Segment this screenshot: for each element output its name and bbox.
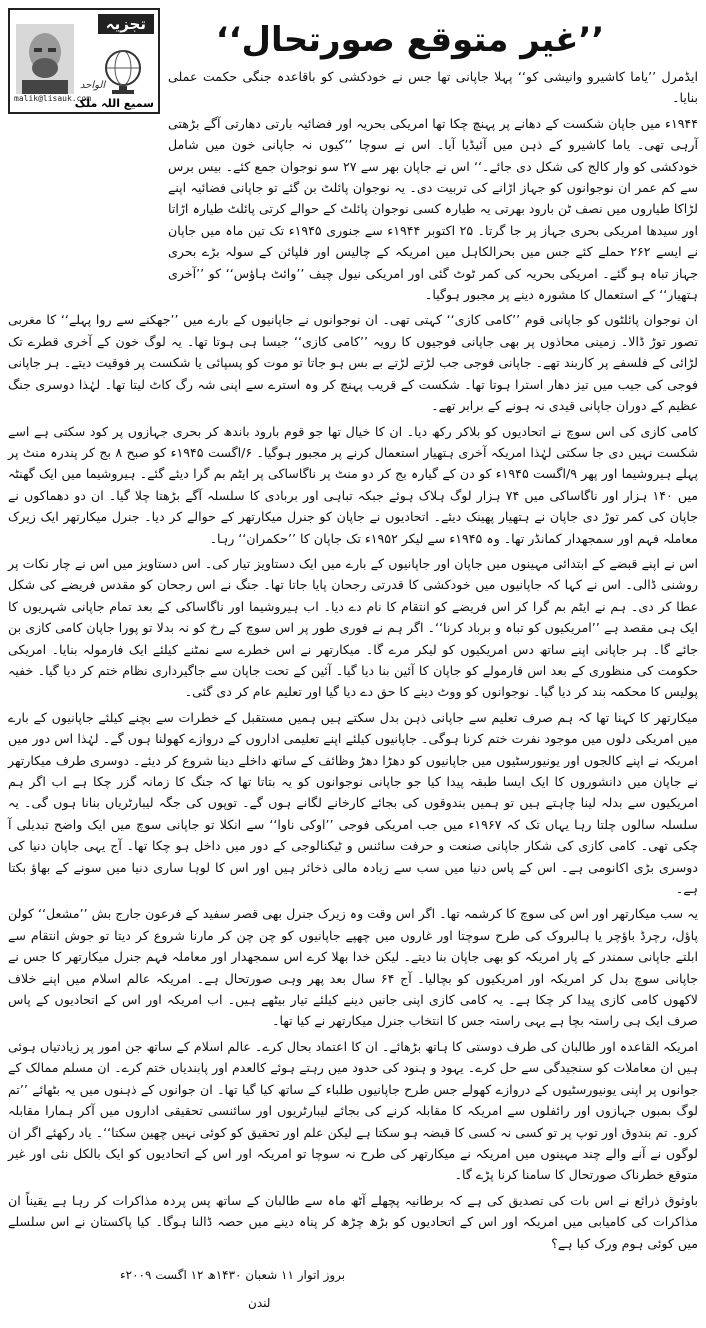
paragraph: ایڈمرل ’’یاما کاشیرو وانیشی کو‘‘ پہلا جاپانی تھا جس نے خودکشی کو باقاعدہ جنگی حکمت عملی بنایا۔	[168, 69, 698, 106]
article-body	[8, 66, 698, 1258]
paragraph: باوثوق ذرائع نے اس بات کی تصدیق کی ہے کہ برطانیہ پچھلے آٹھ ماہ سے طالبان کے ساتھ پس پردہ مذاکرات کر رہا ہے یقیناً ان مذاکرات کی کامیابی میں امریکہ اور اس کے اتحادیوں کو بڑھ چڑھ کر پناہ دینے میں حصہ ڈالنا ہوگا۔ کیا پاکستان نے اس سلسلے میں کوئی ہوم ورک کیا ہے؟	[8, 1192, 698, 1251]
paragraph: یہ سب میکارتھر اور اس کی سوچ کا کرشمہ تھا۔ اگر اس وقت وہ زیرک جنرل بھی قصر سفید کے فرعون جارج بش ’’مشعل‘‘ کولن پاؤل، رچرڈ باؤچر یا ہالبروک کی طرح سوچتا اور غاروں میں چھپے جاپانیوں کو چن چن کر مارنا شروع کر دیتا تو جوش انتقام سے ابلتے جاپانی سمندر کے پار امریکہ کو بھی جاپان بنا دیتے۔ لیکن خدا بھلا کرے اس سمجھدار اور معاملہ فہم جنرل میکارتھر کا جس نے جاپانی سوچ بدل کر امریکہ اور امریکیوں کو بچالیا۔ آج ۶۴ سال بعد پھر وہی صورتحال ہے۔ امریکہ عالم اسلام میں اپنے خلاف لاکھوں کامی کازی پیدا کر چکا ہے۔ یہ کامی کازی اپنی جانیں دینے کیلئے تیار بیٹھے ہیں۔ اب امریکہ اور اس کے اتحادیوں کے پاس صرف ایک ہی راستہ بچا ہے یہی راستہ جس کا انتخاب جنرل میکارتھر نے کیا تھا۔	[8, 906, 698, 1029]
author-email: malik@lisauk.com	[14, 94, 92, 103]
paragraph: کامی کازی کی اس سوچ نے اتحادیوں کو بلاکر رکھ دیا۔ ان کا خیال تھا جو قوم بارود باندھ کر بحری جہازوں پر کود سکتی ہے اسے شکست نہیں دی جا سکتی لہٰذا امریکہ آخری ہتھیار استعمال کرنے پر مجبور ہوگیا۔ ۶/اگست ۱۹۴۵ء کو صبح ۸ بج کر پندرہ منٹ پر پہلے ہیروشیما اور پھر ۹/اگست ۱۹۴۵ء کو دن کے گیارہ بج کر دو منٹ پر ناگاساکی پر ایٹم بم گرا دیئے گئے۔ ہیروشیما میں ایک گھنٹہ میں ۱۴۰ ہزار اور ناگاساکی میں ۷۴ ہزار لوگ ہلاک ہوئے جبکہ تباہی اور بربادی کا سلسلہ آگے بڑھتا چلا گیا۔ ان دو دھماکوں نے جاپان کی کمر توڑ دی جاپان نے ہتھیار پھینک دیئے۔ اتحادیوں نے جاپان کو جنرل میکارتھر کے حوالے کر دیا۔ جنرل میکارتھر ایک زیرک معاملہ فہم اور سمجھدار کمانڈر تھا۔ وہ ۱۹۴۵ء سے لیکر ۱۹۵۲ء تک جاپان کا ’’حکمران‘‘ رہا۔	[8, 423, 699, 546]
author-name: سمیع اللہ ملک	[74, 97, 154, 110]
article-title: ’’غیر متوقع صورتحال‘‘	[215, 20, 605, 60]
newspaper-logo: الواحد	[80, 80, 106, 91]
column-label-badge: تجزیہ	[98, 14, 154, 34]
paragraph: امریکہ القاعدہ اور طالبان کی طرف دوستی کا ہاتھ بڑھائے۔ ان کا اعتماد بحال کرے۔ عالم اسلام کے ساتھ جن امور پر زیادتیاں ہوئی ہیں ان معاملات کو سنجیدگی سے حل کرے۔ یہود و ہنود کی حدود میں رہتے ہوئے کالعدم اور پابندیاں ختم کرے۔ ان مسلم ممالک کے جوانوں پر اپنی یونیورسٹیوں کے دروازے کھولے جس طرح جاپانیوں طلباء کے ساتھ کیا گیا تھا۔ ان جوانوں کے ذہنوں میں یہ بٹھائے ’’تم لوگ بمبوں جہازوں اور رائفلوں سے امریکہ کا مقابلہ کرنے کی بجائے لیبارٹریوں اور سائنسی تحقیقی اداروں میں آکر ہمارا مقابلہ کرو۔ تم بندوق اور توپ پر تو کسی نہ کسی کا قبضہ ہو سکتا ہے لیکن علم اور تحقیق کو کوئی نہیں چھین سکتا‘‘۔ یاد رکھئے اگر ان لوگوں نے آنے والے چند مہینوں میں امریکہ نے میکارتھر کی طرح نہ سوچا تو امریکہ اور اس کے اتحادیوں کو ایک بالکل نئی اور غیر متوقع خطرناک صورتحال کا سامنا کرنا پڑے گا۔	[8, 1038, 698, 1183]
paragraph: ان نوجوان پائلٹوں کو جاپانی قوم ’’کامی کازی‘‘ کہتی تھی۔ ان نوجوانوں نے جاپانیوں کے بارے میں ’’جھکنے سے روا پہلے‘‘ کا مغربی تصور توڑ ڈالا۔ زمینی محاذوں پر بھی جاپانی فوجیوں کا رویہ ’’کامی کازی‘‘ جیسا ہی ہوتا تھا۔ یہ لوگ خون کے آخری قطرے تک لڑائی کے فلسفے پر کاربند تھے۔ جاپانی فوجی جب لڑتے لڑتے بے بس ہو جاتا تو موت کو پسپائی یا شکست پر فوقیت دیتے۔ ہر جاپانی فوجی کی جیب میں تیز دھار استرا ہوتا تھا۔ شکست کے قریب پہنچ کر وہ استرے سے اپنی شہ رگ کاٹ لیتا تھا۔ لہٰذا دوسری جنگ عظیم کے دوران جاپانی قیدی نہ ہونے کے برابر تھے۔	[8, 312, 698, 414]
dateline: بروز اتوار ۱۱ شعبان ۱۴۳۰ھ ۱۲ اگست ۲۰۰۹ء	[120, 1268, 346, 1282]
dateline-place: لندن	[248, 1296, 271, 1310]
paragraph: میکارتھر کا کہنا تھا کہ ہم صرف تعلیم سے جاپانی ذہن بدل سکتے ہیں ہمیں مستقبل کے خطرات سے بچنے کیلئے جاپانیوں کے بارے میں امریکی دلوں میں موجود نفرت ختم کرنا ہوگی۔ جاپانیوں کیلئے اپنے تعلیمی اداروں کے دروازے کھولنا ہوں گے۔ لہٰذا اس دور میں امریکہ نے اپنے کالجوں اور یونیورسٹیوں میں جاپانیوں کو دھڑا دھڑ وظائف کے ساتھ داخلے دینا شروع کر دیئے۔ دوسری طرف میکارتھر نے جاپان میں دانشوروں کا ایک ایسا طبقہ پیدا کیا جو جاپانی نوجوانوں کو یہ بتاتا تھا کہ جنگ کا زمانہ گزر چکا ہے اب اگر ہم امریکیوں سے بدلہ لینا چاہتے ہیں تو ہمیں بندوقوں کی بجائے کارخانے لگانے ہوں گے۔ توپوں کی جگہ لیبارٹریاں بنانا ہوں گی۔ یہ سلسلہ سالوں چلتا رہا یہاں تک کہ ۱۹۶۷ء میں جب امریکی فوجی ’’اوکی ناوا‘‘ سے انکلا تو جاپانی سوچ میں ایک واضح تبدیلی آ چکی تھی۔ کامی کازی کی شکار جاپانی صنعت و حرفت سائنس و ٹیکنالوجی کے دور میں داخل ہو چکا تھا۔ آج یہی جاپان دنیا کی دوسری بڑی اکانومی ہے۔ اس کے پاس دنیا میں سب سے زیادہ مالی ذخائر ہیں اور اس کا لوہا ساری دنیا میں سونے کے بھاؤ بکتا ہے۔	[8, 709, 698, 897]
paragraph: اس نے اپنے قبضے کے ابتدائی مہینوں میں جاپان اور جاپانیوں کے بارے میں ایک دستاویز تیار کی۔ اس دستاویز میں اس نے چار نکات پر روشنی ڈالی۔ اس نے کہا کہ جاپانیوں میں خودکشی کا قدرتی رجحان پایا جاتا تھا۔ جنگ نے اس رجحان کو مقدس فریضے کی شکل عطا کر دی۔ ہم نے ایٹم بم گرا کر اس فریضے کو انتقام کا نام دے دیا۔ اب ہیروشیما اور ناگاساکی کے بعد تمام جاپانی شہریوں کا ایک ہی مقصد ہے ’’امریکیوں کو تباہ و برباد کرنا‘‘۔ اگر ہم نے فوری طور پر اس سوچ کے رخ کو نہ بدلا تو پورا جاپان کامی کازی بن جائے گا۔ ہر جاپانی اپنے ساتھ دس امریکیوں کو لیکر مرے گا۔ میکارتھر نے اس خطرے سے نمٹنے کیلئے ایک فارمولہ بنایا۔ امریکی حکومت کی منظوری کے بعد اس فارمولے کو جاپان کا آئین بنا دیا گیا۔ آئین کے تحت جاپان سے جاگیرداری نظام ختم کر دیا گیا۔ خفیہ پولیس کا محکمہ بند کر دیا گیا۔ نوجوانوں کو ووٹ دینے کا حق دے دیا گیا اور تعلیم عام کر دی گئی۔	[8, 555, 698, 700]
paragraph: ۱۹۴۴ء میں جاپان شکست کے دھانے پر پہنچ چکا تھا امریکی بحریہ اور فضائیہ بارتی دھارتی آگے بڑھتی آرہی تھی۔ یاما کاشیرو کے ذہن میں آئیڈیا آیا۔ اس نے سوچا ’’کیوں نہ جاپانی خون میں شامل خودکشی کو وار کالج کی شکل دی جائے۔‘‘ اس نے جاپان بھر سے ۲۷ سو نوجوان جمع کئے۔ بیس برس سے کم عمر ان نوجوانوں کو جہاز اڑانے کی تربیت دی۔ یہ نوجوان پائلٹ بن گئے تو جاپانی فضائیہ اپنے لڑاکا طیاروں میں نصف ٹن بارود بھرتی یہ طیارہ کسی نوجوان پائلٹ کے حوالے کرتی پائلٹ طیارہ اڑاتا اور سیدھا امریکی بحری جہاز پر جا گرتا۔ ۲۵ اکتوبر ۱۹۴۴ء سے جنوری ۱۹۴۵ء تک تین ماہ میں جاپان نے ایسے ۲۶۲ حملے کئے جس میں بحرالکاہل میں امریکہ کے چالیس اور فلپائن کے سولہ بڑے بحری جہاز تباہ ہو گئے۔ امریکی بحریہ کی کمر ٹوٹ گئی اور امریکی نیول چیف ’’وائٹ ہاؤس‘‘ کو ’’آخری ہتھیار‘‘ کے استعمال کا مشورہ دینے پر مجبور ہوگیا۔	[168, 115, 699, 303]
